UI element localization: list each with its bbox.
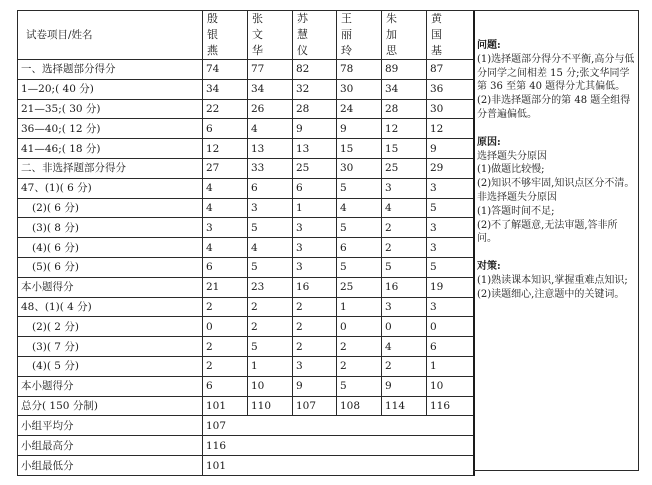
- summary-label: 小组最低分: [18, 456, 203, 476]
- score-cell: 9: [427, 139, 474, 159]
- row-label: 41—46;( 18 分): [18, 139, 203, 159]
- measure-line: (2)读题细心,注意题中的关键词。: [477, 288, 625, 300]
- student-name-header: 苏 慧 仪: [293, 11, 337, 60]
- score-cell: 10: [248, 376, 293, 396]
- student-name-header: 王 丽 玲: [337, 11, 382, 60]
- score-cell: 6: [203, 119, 248, 139]
- score-cell: 4: [203, 198, 248, 218]
- table-row: [18, 257, 474, 277]
- score-cell: 5: [337, 218, 382, 238]
- row-label: (4)( 5 分): [18, 356, 203, 376]
- item-name-header: 试卷项目/姓名: [18, 11, 203, 60]
- score-cell: 74: [203, 60, 248, 80]
- score-cell: 3: [382, 297, 427, 317]
- table-row: [18, 277, 474, 297]
- score-cell: 6: [248, 178, 293, 198]
- score-cell: 33: [248, 158, 293, 178]
- row-label: 二、非选择题部分得分: [18, 158, 203, 178]
- score-cell: 22: [203, 99, 248, 119]
- score-cell: 108: [337, 396, 382, 416]
- score-cell: 4: [248, 119, 293, 139]
- table-row: [18, 119, 474, 139]
- summary-value: 116: [203, 436, 474, 456]
- score-cell: 4: [203, 238, 248, 258]
- score-cell: 1: [293, 198, 337, 218]
- cause-line: (1)做题比较慢;: [477, 164, 545, 176]
- score-cell: 114: [382, 396, 427, 416]
- table-row: [18, 178, 474, 198]
- summary-row: [18, 416, 474, 436]
- score-cell: 10: [427, 376, 474, 396]
- score-cell: 1: [427, 356, 474, 376]
- score-cell: 36: [427, 79, 474, 99]
- table-row: [18, 376, 474, 396]
- score-cell: 12: [203, 139, 248, 159]
- cause-line: 选择题失分原因: [477, 150, 547, 162]
- score-cell: 3: [293, 356, 337, 376]
- summary-value: 101: [203, 456, 474, 476]
- student-name-header: 黄 国 基: [427, 11, 474, 60]
- score-cell: 34: [382, 79, 427, 99]
- score-cell: 0: [203, 317, 248, 337]
- score-cell: 4: [203, 178, 248, 198]
- score-cell: 4: [337, 198, 382, 218]
- score-cell: 2: [293, 337, 337, 357]
- table-row: [18, 139, 474, 159]
- score-cell: 13: [248, 139, 293, 159]
- row-label: 本小题得分: [18, 376, 203, 396]
- score-cell: 19: [427, 277, 474, 297]
- student-name-header: 殷 银 燕: [203, 11, 248, 60]
- table-row: [18, 297, 474, 317]
- cause-line: (2)知识不够牢固,知识点区分不清。: [477, 178, 635, 190]
- score-cell: 5: [382, 257, 427, 277]
- measure-line: (1)熟读课本知识,掌握重难点知识;: [477, 274, 628, 286]
- table-row: [18, 198, 474, 218]
- score-cell: 25: [293, 158, 337, 178]
- problem-heading: 问题:: [477, 40, 501, 51]
- score-cell: 16: [293, 277, 337, 297]
- score-cell: 6: [293, 178, 337, 198]
- row-label: 36—40;( 12 分): [18, 119, 203, 139]
- score-cell: 3: [293, 218, 337, 238]
- table-row: [18, 238, 474, 258]
- analysis-notes: [473, 10, 639, 471]
- score-cell: 3: [293, 238, 337, 258]
- row-label: 一、选择题部分得分: [18, 60, 203, 80]
- score-cell: 3: [427, 218, 474, 238]
- score-cell: 2: [293, 317, 337, 337]
- score-cell: 6: [427, 337, 474, 357]
- score-cell: 116: [427, 396, 474, 416]
- score-cell: 0: [337, 317, 382, 337]
- score-cell: 4: [382, 337, 427, 357]
- score-cell: 2: [203, 337, 248, 357]
- score-cell: 0: [427, 317, 474, 337]
- score-cell: 9: [337, 119, 382, 139]
- student-name-header: 张 文 华: [248, 11, 293, 60]
- score-cell: 2: [293, 297, 337, 317]
- row-label: (2)( 2 分): [18, 317, 203, 337]
- score-cell: 101: [203, 396, 248, 416]
- score-cell: 3: [427, 297, 474, 317]
- table-row: [18, 158, 474, 178]
- table-row: [18, 79, 474, 99]
- score-cell: 25: [382, 158, 427, 178]
- score-cell: 30: [337, 158, 382, 178]
- score-cell: 3: [382, 178, 427, 198]
- score-cell: 2: [203, 297, 248, 317]
- score-cell: 82: [293, 60, 337, 80]
- score-cell: 6: [203, 376, 248, 396]
- score-cell: 15: [382, 139, 427, 159]
- score-cell: 89: [382, 60, 427, 80]
- summary-row: [18, 436, 474, 456]
- score-cell: 2: [337, 356, 382, 376]
- table-row: [18, 337, 474, 357]
- score-cell: 3: [427, 238, 474, 258]
- problem-line: (1)选择题部分得分不平衡,高分与低分同学之间相差 15 分;张文华同学第 36 至第 40 题得分尤其偏低。: [477, 53, 635, 93]
- score-cell: 34: [248, 79, 293, 99]
- table-row: [18, 317, 474, 337]
- score-cell: 30: [337, 79, 382, 99]
- score-cell: 5: [248, 337, 293, 357]
- score-cell: 2: [382, 356, 427, 376]
- score-cell: 87: [427, 60, 474, 80]
- cause-line: (2)不了解题意,无法审题,答非所问。: [477, 219, 618, 245]
- score-cell: 2: [337, 337, 382, 357]
- score-cell: 12: [382, 119, 427, 139]
- score-cell: 0: [382, 317, 427, 337]
- score-cell: 5: [248, 257, 293, 277]
- score-cell: 27: [203, 158, 248, 178]
- score-cell: 29: [427, 158, 474, 178]
- score-cell: 2: [382, 238, 427, 258]
- row-label: 1—20;( 40 分): [18, 79, 203, 99]
- table-row: [18, 218, 474, 238]
- score-cell: 9: [293, 119, 337, 139]
- problem-line: (2)非选择题部分的第 48 题全组得分普遍偏低。: [477, 95, 631, 120]
- score-cell: 23: [248, 277, 293, 297]
- score-cell: 26: [248, 99, 293, 119]
- score-cell: 4: [382, 198, 427, 218]
- row-label: (3)( 7 分): [18, 337, 203, 357]
- score-cell: 78: [337, 60, 382, 80]
- score-cell: 34: [203, 79, 248, 99]
- score-cell: 9: [293, 376, 337, 396]
- score-cell: 4: [248, 238, 293, 258]
- score-cell: 21: [203, 277, 248, 297]
- row-label: 总分( 150 分制): [18, 396, 203, 416]
- cause-line: 非选择题失分原因: [477, 191, 557, 203]
- row-label: 本小题得分: [18, 277, 203, 297]
- header-row: [18, 11, 474, 60]
- row-label: 21—35;( 30 分): [18, 99, 203, 119]
- score-cell: 28: [293, 99, 337, 119]
- table-row: [18, 396, 474, 416]
- score-cell: 3: [293, 257, 337, 277]
- score-cell: 13: [293, 139, 337, 159]
- table-row: [18, 60, 474, 80]
- score-cell: 6: [203, 257, 248, 277]
- score-cell: 15: [337, 139, 382, 159]
- score-cell: 5: [337, 178, 382, 198]
- score-cell: 5: [427, 198, 474, 218]
- row-label: (4)( 6 分): [18, 238, 203, 258]
- score-cell: 3: [203, 218, 248, 238]
- score-cell: 77: [248, 60, 293, 80]
- score-cell: 2: [382, 218, 427, 238]
- score-cell: 28: [382, 99, 427, 119]
- score-cell: 16: [382, 277, 427, 297]
- score-cell: 25: [337, 277, 382, 297]
- score-cell: 30: [427, 99, 474, 119]
- row-label: (5)( 6 分): [18, 257, 203, 277]
- table-row: [18, 356, 474, 376]
- score-cell: 32: [293, 79, 337, 99]
- summary-value: 107: [203, 416, 474, 436]
- score-cell: 1: [337, 297, 382, 317]
- score-cell: 5: [337, 257, 382, 277]
- summary-label: 小组最高分: [18, 436, 203, 456]
- score-cell: 2: [203, 356, 248, 376]
- score-cell: 6: [337, 238, 382, 258]
- table-row: [18, 99, 474, 119]
- summary-label: 小组平均分: [18, 416, 203, 436]
- row-label: (2)( 6 分): [18, 198, 203, 218]
- score-cell: 9: [382, 376, 427, 396]
- score-cell: 107: [293, 396, 337, 416]
- summary-row: [18, 456, 474, 476]
- score-cell: 2: [248, 297, 293, 317]
- score-cell: 24: [337, 99, 382, 119]
- measure-heading: 对策:: [477, 261, 501, 273]
- score-cell: 12: [427, 119, 474, 139]
- row-label: 47、(1)( 6 分): [18, 178, 203, 198]
- score-cell: 110: [248, 396, 293, 416]
- score-analysis-sheet: [17, 10, 639, 472]
- score-table: [17, 10, 475, 476]
- row-label: 48、(1)( 4 分): [18, 297, 203, 317]
- cause-line: (1)答题时间不足;: [477, 205, 555, 217]
- score-cell: 3: [248, 198, 293, 218]
- score-cell: 5: [248, 218, 293, 238]
- cause-heading: 原因:: [477, 136, 501, 148]
- score-cell: 5: [427, 257, 474, 277]
- score-cell: 5: [337, 376, 382, 396]
- student-name-header: 朱 加 思: [382, 11, 427, 60]
- row-label: (3)( 8 分): [18, 218, 203, 238]
- score-cell: 3: [427, 178, 474, 198]
- score-cell: 2: [248, 317, 293, 337]
- score-cell: 1: [248, 356, 293, 376]
